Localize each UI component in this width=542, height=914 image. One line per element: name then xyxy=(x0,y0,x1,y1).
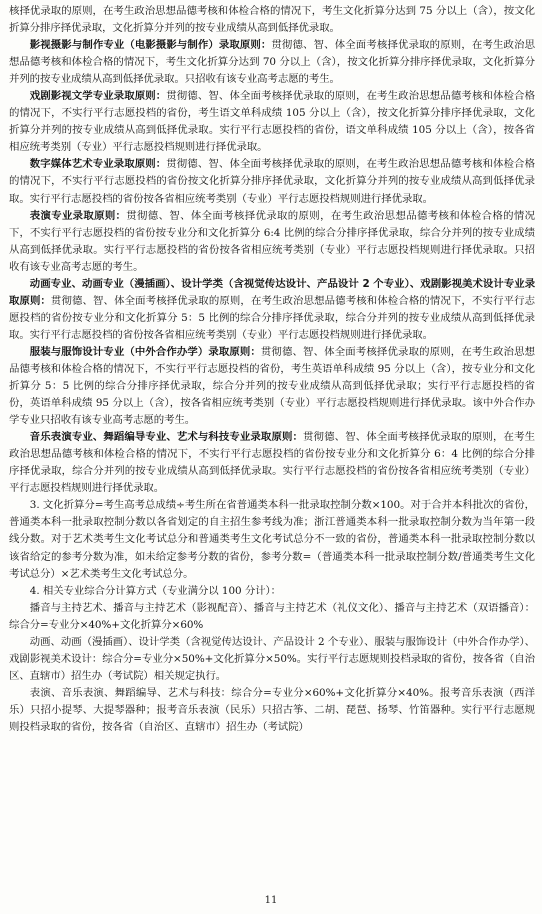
paragraph-text: 贯彻德、智、体全面考核择优录取的原则，在考生政治思想品德考核和体检合格的情况下，考生文化折算分达到 70 分以上（含），按文化折算分排序择优录取，文化折算分并列的按专业成绩从高到低择优录取。只招收有该专业高考志愿的考生。 xyxy=(9,39,535,86)
paragraph-text: 贯彻德、智、体全面考核择优录取的原则，在考生政治思想品德考核和体检合格的情况下，不实行平行志愿投档的省份按专业分和文化折算分 6：4 比例的综合分排序择优录取，综合分并列的按专业成绩从高到低择优录取。实行平行志愿投档的省份按各省相应统考类别（专业）平行志愿投档规则进行择优录取。 xyxy=(9,431,535,495)
paragraph-heading: 表演专业录取原则： xyxy=(29,209,127,222)
paragraph-heading: 音乐表演专业、舞蹈编导专业、艺术与科技专业录取原则： xyxy=(29,431,303,444)
paragraph-film-photography xyxy=(9,37,535,88)
paragraph-text: 贯彻德、智、体全面考核择优录取的原则，在考生政治思想品德考核和体检合格的情况下，不实行平行志愿投档的省份按专业分和文化折算分 5：5 比例的综合分排序择优录取，综合分并列的按专业成绩从高到低择优录取。实行平行志愿投档的省份按各省相应统考类别（专业）平行志愿投档规则进行择优录取。 xyxy=(9,294,535,341)
paragraph-text: 播音与主持艺术、播音与主持艺术（影视配音）、播音与主持艺术（礼仪文化）、播音与主持艺术（双语播音）：综合分=专业分×40%+文化折算分×60% xyxy=(9,601,535,631)
paragraph-design-formula xyxy=(9,634,535,685)
page-number: 11 xyxy=(264,895,278,906)
paragraph-text: 4. 相关专业综合分计算方式（专业满分以 100 分计）： xyxy=(29,584,282,597)
paragraph-culture-score-formula xyxy=(9,497,535,582)
paragraph-animation-design xyxy=(9,276,535,344)
paragraph-performance xyxy=(9,208,535,276)
paragraph-broadcasting-formula xyxy=(9,600,535,634)
paragraph-digital-media-art xyxy=(9,156,535,207)
paragraph-text: 表演、音乐表演、舞蹈编导、艺术与科技：综合分=专业分×60%+文化折算分×40%。报考音乐表演（西洋乐）只招小提琴、大提琴器种；报考音乐表演（民乐）只招古筝、二胡、琵琶、扬琴、竹笛器种。实行平行志愿规则投档录取的省份，按各省（自治区、直辖市）招生办（考试院） xyxy=(9,686,535,733)
paragraph-performance-formula xyxy=(9,685,535,736)
paragraph-composite-score-intro xyxy=(9,583,535,600)
paragraph-music-dance xyxy=(9,429,535,497)
paragraph-heading: 服装与服饰设计专业（中外合作办学）录取原则： xyxy=(29,345,261,358)
paragraph-heading: 动画专业、动画专业（漫插画）、设计学类（含视觉传达设计、产品设计 2 个专业）、戏剧影视美术设计专业录取原则： xyxy=(9,277,535,307)
paragraph-text: 核择优录取的原则，在考生政治思想品德考核和体检合格的情况下，考生文化折算分达到 75 分以上（含），按文化折算分排序择优录取，文化折算分并列的按专业成绩从高到低择优录取。 xyxy=(9,5,535,35)
paragraph-text: 动画、动画（漫插画）、设计学类（含视觉传达设计、产品设计 2 个专业）、服装与服饰设计（中外合作办学）、戏剧影视美术设计：综合分=专业分×50%+文化折算分×50%。实行平行志愿规则投档录取的省份，按各省（自治区、直辖市）招生办（考试院）相关规定执行。 xyxy=(9,635,535,682)
paragraph-text: 贯彻德、智、体全面考核择优录取的原则，在考生政治思想品德考核和体检合格的情况下，不实行平行志愿投档的省份按专业分和文化折算分 6:4 比例的综合分排序择优录取，综合分并列的按专业成绩从高到低择优录取。实行平行志愿投档的省份按各省相应统考类别（专业）平行志愿投档规则进行择优录取。只招收有该专业高考志愿的考生。 xyxy=(9,209,535,273)
paragraph-heading: 影视摄影与制作专业（电影摄影与制作）录取原则： xyxy=(29,39,272,52)
paragraph-drama-literature xyxy=(9,88,535,156)
paragraph-text: 贯彻德、智、体全面考核择优录取的原则，在考生政治思想品德考核和体检合格的情况下，不实行平行志愿投档的省份按文化折算分排序择优录取，文化折算分并列的按专业成绩从高到低择优录取。实行平行志愿投档的省份按各省相应统考类别（专业）平行志愿投档规则进行择优录取。 xyxy=(9,158,535,205)
paragraph-heading: 数字媒体艺术专业录取原则： xyxy=(29,158,167,171)
paragraph-text: 3. 文化折算分=考生高考总成绩÷考生所在省普通类本科一批录取控制分数×100。对于合并本科批次的省份，普通类本科一批录取控制分数以各省划定的自主招生参考线为准；浙江普通类本科一批录取控制分数为当年第一段线分数。对于艺术类考生文化考试总分和普通类考生文化考试总分不一致的省份，普通类本科一批录取控制分数以该省给定的参考分数为准，如未给定参考分数的省份，参考分数=（普通类本科一批录取控制分数/普通类考生文化考试总分）×艺术类考生文化考试总分。 xyxy=(9,499,535,580)
paragraph-continued xyxy=(9,3,535,37)
paragraph-text: 贯彻德、智、体全面考核择优录取的原则，在考生政治思想品德考核和体检合格的情况下，不实行平行志愿投档的省份，考生英语单科成绩 95 分以上（含），按专业分和文化折算分 5：5 比例的综合分排序择优录取，综合分并列的按专业成绩从高到低择优录取；实行平行志愿投档的省份，英语单科成绩 95 分以上（含），按各省相应统考类别（专业）平行志愿投档规则进行择优录取。该中外合作办学专业只招收有该专业高考志愿的考生。 xyxy=(9,345,535,427)
paragraph-fashion-design xyxy=(9,344,535,429)
paragraph-heading: 戏剧影视文学专业录取原则： xyxy=(29,90,167,103)
paragraph-text: 贯彻德、智、体全面考核择优录取的原则，在考生政治思想品德考核和体检合格的情况下，不实行平行志愿投档的省份，考生语文单科成绩 105 分以上（含），按文化折算分排序择优录取，文化折算分并列的按专业成绩从高到低择优录取。实行平行志愿投档的省份，语文单科成绩 105 分以上（含），按各省相应统考类别（专业）平行志愿投档规则进行择优录取。 xyxy=(9,90,535,154)
